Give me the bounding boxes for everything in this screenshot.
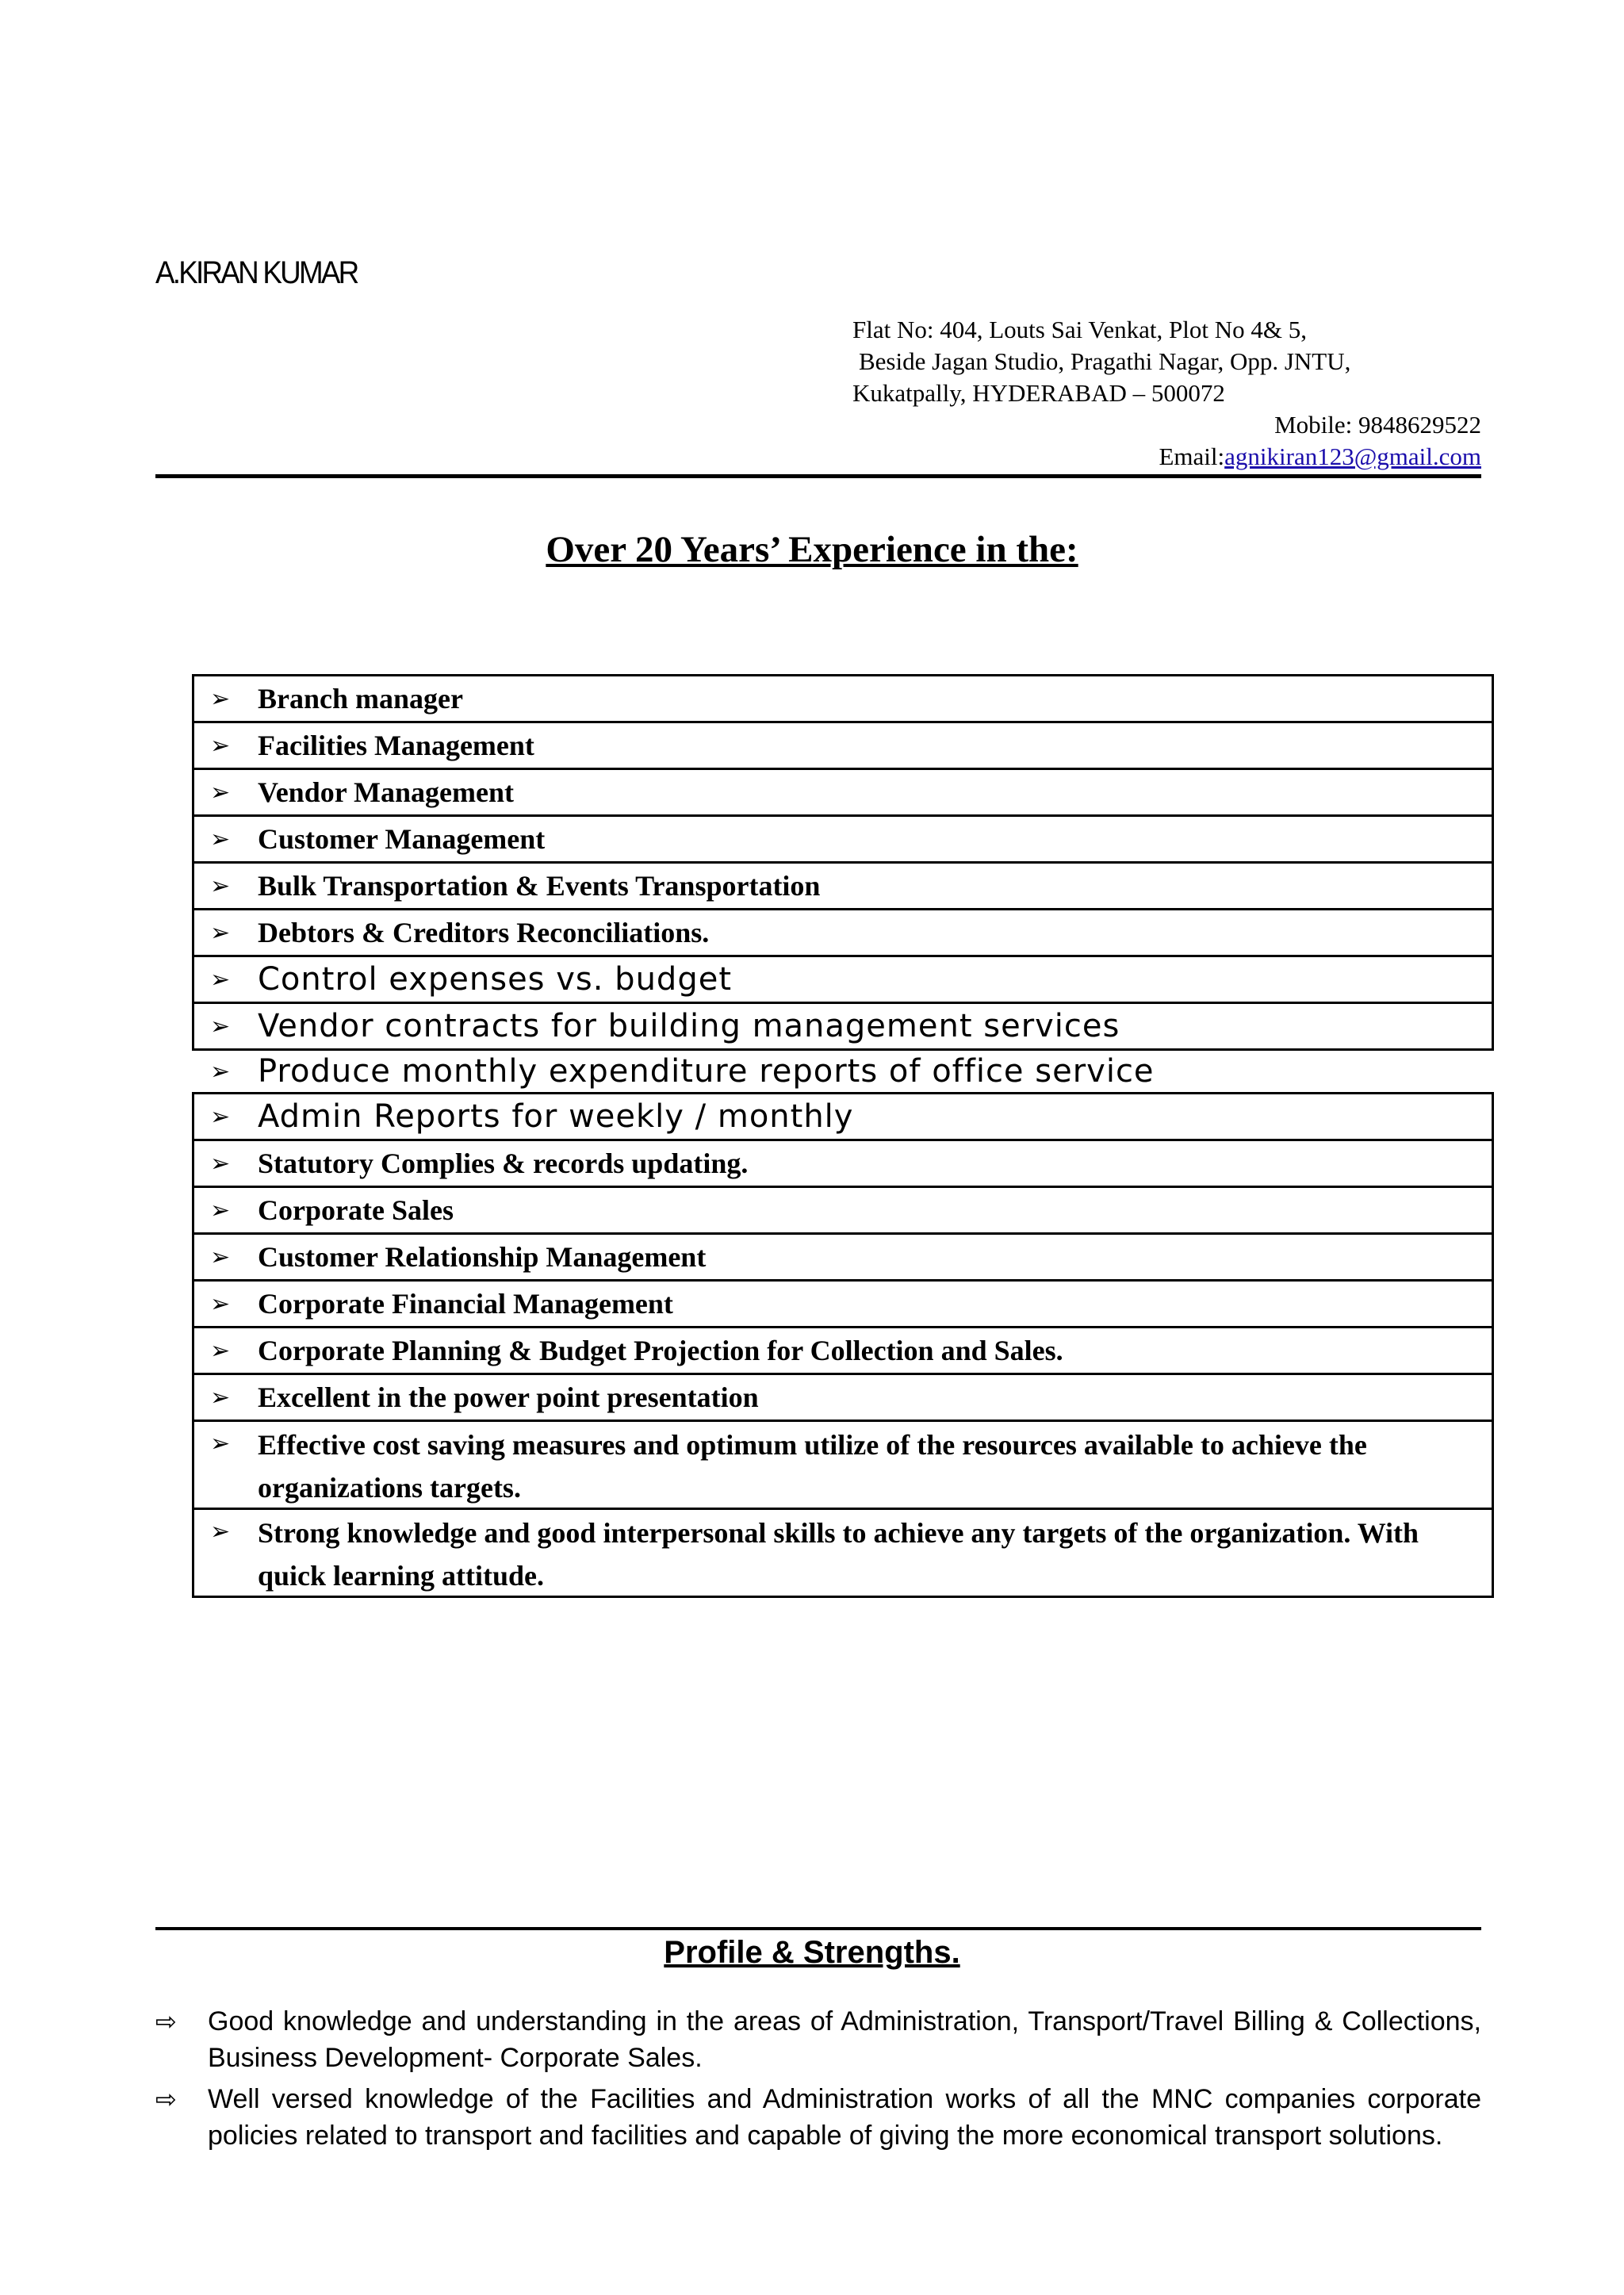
- profile-item: ⇨ Good knowledge and understanding in the areas of Administration, Transport/Travel Billing & Collections, Business Development- Corporate Sales.: [155, 2003, 1481, 2076]
- arrow-bullet-icon: ➢: [210, 1102, 231, 1131]
- arrow-bullet-icon: ➢: [210, 1057, 231, 1086]
- address-line-1: Flat No: 404, Louts Sai Venkat, Plot No 4& 5,: [852, 316, 1307, 343]
- list-item: ➢ Bulk Transportation & Events Transportation: [192, 861, 1494, 910]
- list-item: ➢ Produce monthly expenditure reports of office service: [192, 1048, 1494, 1094]
- arrow-bullet-icon: ➢: [210, 778, 231, 807]
- profile-item: ⇨ Well versed knowledge of the Facilities and Administration works of all the MNC companies corporate policies related to transport and facilities and capable of giving the more economical transport solutions.: [155, 2081, 1481, 2154]
- profile-title: Profile & Strengths.: [664, 1935, 960, 1970]
- arrow-bullet-icon: ➢: [210, 684, 231, 713]
- list-item: ➢ Vendor contracts for building management services: [192, 1002, 1494, 1051]
- arrow-bullet-icon: ➢: [210, 965, 231, 994]
- candidate-name: A.KIRAN KUMAR: [155, 255, 358, 290]
- list-item: ➢ Corporate Planning & Budget Projection for Collection and Sales.: [192, 1326, 1494, 1375]
- experience-table: [192, 676, 1494, 1598]
- address-line-3: Kukatpally, HYDERABAD – 500072: [852, 379, 1225, 407]
- list-item: ➢ Corporate Financial Management: [192, 1279, 1494, 1328]
- email-line: [1159, 443, 1482, 471]
- email-label: Email:: [1159, 443, 1225, 470]
- list-item: ➢ Vendor Management: [192, 768, 1494, 817]
- arrow-bullet-icon: ➢: [210, 1289, 231, 1318]
- list-item: ➢ Control expenses vs. budget: [192, 955, 1494, 1004]
- arrow-bullet-icon: ➢: [210, 918, 231, 947]
- mobile-number: Mobile: 9848629522: [1274, 411, 1481, 439]
- profile-divider: [155, 1927, 1481, 1930]
- list-item: ➢ Debtors & Creditors Reconciliations.: [192, 908, 1494, 957]
- list-item: ➢ Customer Management: [192, 814, 1494, 864]
- list-item: ➢ Statutory Complies & records updating.: [192, 1139, 1494, 1188]
- arrow-bullet-icon: ➢: [210, 1336, 231, 1365]
- arrow-bullet-icon: ➢: [210, 1012, 231, 1040]
- header-divider: [155, 474, 1481, 478]
- experience-heading: Over 20 Years’ Experience in the:: [546, 529, 1078, 570]
- arrow-bullet-icon: ➢: [210, 1383, 231, 1412]
- arrow-bullet-icon: ➢: [210, 1430, 231, 1458]
- arrow-bullet-icon: ➢: [210, 872, 231, 900]
- list-item: ➢ Strong knowledge and good interpersonal skills to achieve any targets of the organization. With quick learning attitude.: [192, 1508, 1494, 1598]
- arrow-bullet-icon: ➢: [210, 1243, 231, 1271]
- email-link[interactable]: agnikiran123@gmail.com: [1224, 443, 1481, 470]
- list-item: ➢ Admin Reports for weekly / monthly: [192, 1092, 1494, 1141]
- list-item: ➢ Facilities Management: [192, 721, 1494, 770]
- arrow-right-icon: ⇨: [155, 2006, 177, 2036]
- arrow-bullet-icon: ➢: [210, 1149, 231, 1178]
- list-item: ➢ Excellent in the power point presentation: [192, 1373, 1494, 1422]
- arrow-bullet-icon: ➢: [210, 1196, 231, 1224]
- address-line-2: Beside Jagan Studio, Pragathi Nagar, Opp. JNTU,: [859, 347, 1351, 375]
- list-item: ➢ Effective cost saving measures and optimum utilize of the resources available to achieve the organizations targets.: [192, 1420, 1494, 1510]
- arrow-bullet-icon: ➢: [210, 731, 231, 760]
- list-item: ➢ Customer Relationship Management: [192, 1232, 1494, 1282]
- arrow-bullet-icon: ➢: [210, 1518, 231, 1546]
- arrow-right-icon: ⇨: [155, 2084, 177, 2114]
- list-item: ➢ Corporate Sales: [192, 1186, 1494, 1235]
- arrow-bullet-icon: ➢: [210, 825, 231, 853]
- list-item: ➢ Branch manager: [192, 674, 1494, 723]
